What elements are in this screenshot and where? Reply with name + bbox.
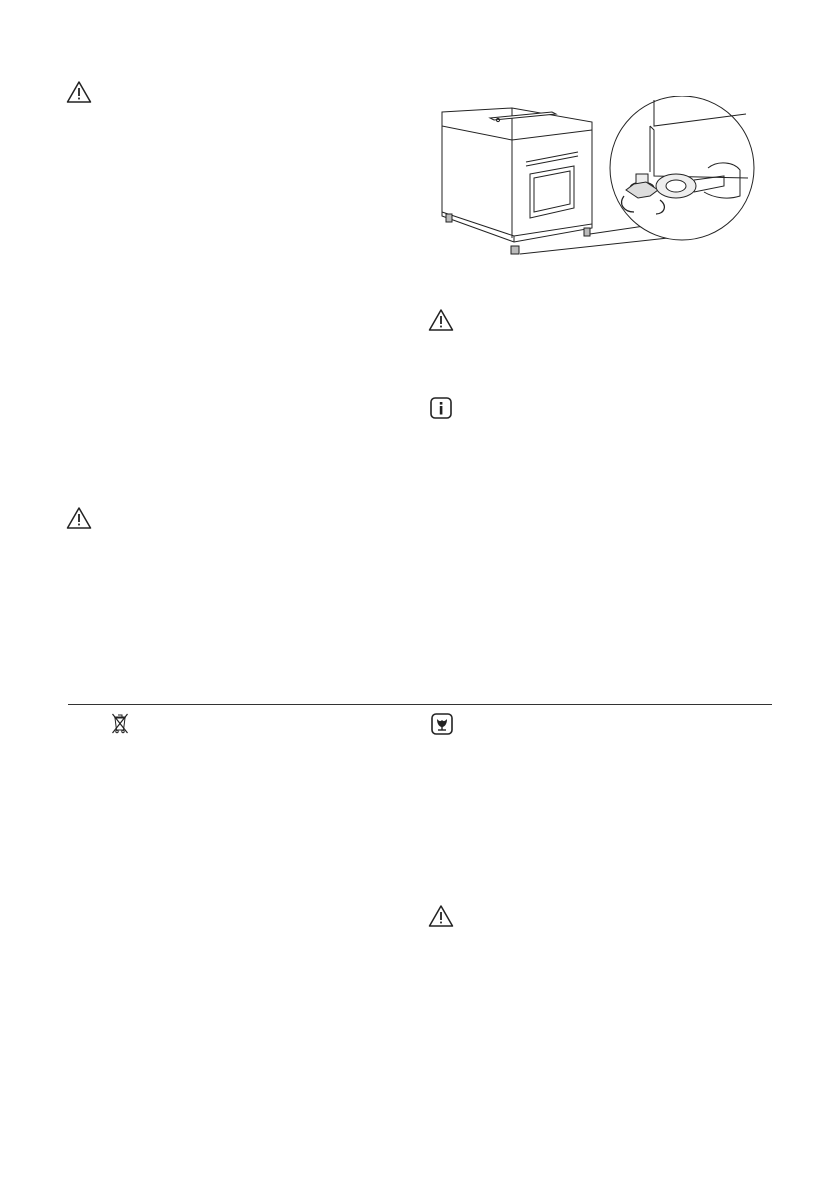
warning-icon [66, 80, 92, 104]
weee-crossed-bin-icon [111, 712, 129, 734]
warning-icon [428, 904, 454, 928]
environment-flower-icon [431, 713, 453, 735]
section-divider [68, 704, 772, 705]
warning-icon [428, 308, 454, 332]
info-icon [430, 397, 452, 419]
warning-icon [66, 506, 92, 530]
oven-leveling-illustration [428, 96, 764, 272]
